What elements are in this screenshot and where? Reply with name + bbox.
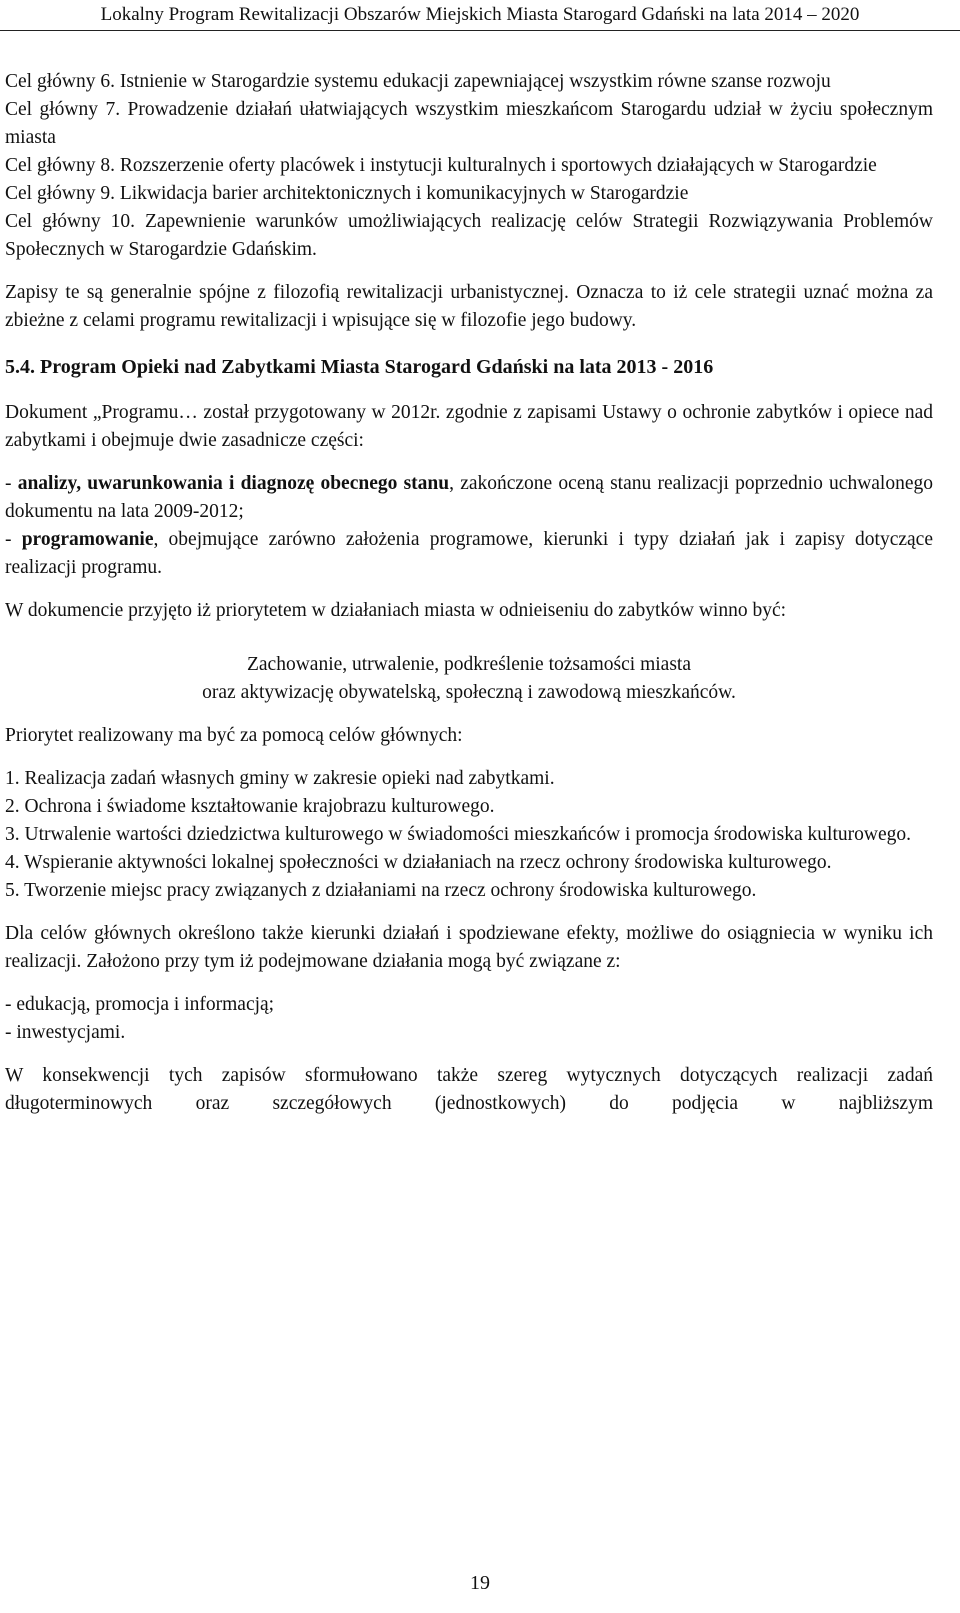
goal-item: Cel główny 8. Rozszerzenie oferty placówek i instytucji kulturalnych i sportowych działających w Starogardzie [5, 155, 877, 176]
part-prefix: - [5, 529, 22, 550]
page-number: 19 [470, 1572, 490, 1594]
part-programming-rest: , obejmujące zarówno założenia programowe, kierunki i typy działań jak i zapisy dotyczące realizacji programu. [5, 529, 933, 578]
part-programming [5, 526, 933, 582]
goal-item: Cel główny 6. Istnienie w Starogardzie systemu edukacji zapewniającej wszystkim równe szanse rozwoju [5, 71, 831, 92]
numbered-goals-list [5, 765, 933, 905]
quote-line: Zachowanie, utrwalenie, podkreślenie tożsamości miasta [246, 654, 691, 675]
numbered-goal-item: 5. Tworzenie miejsc pracy związanych z działaniami na rzecz ochrony środowiska kulturowego. [5, 880, 757, 901]
bullet-item: - edukacją, promocja i informacją; [5, 994, 275, 1015]
header-rule [0, 30, 960, 31]
numbered-goal-item: 1. Realizacja zadań własnych gminy w zakresie opieki nad zabytkami. [5, 768, 555, 789]
goal-item: Cel główny 7. Prowadzenie działań ułatwiających wszystkim mieszkańcom Starogardu udział w życiu społecznym miasta [5, 99, 933, 148]
running-header: Lokalny Program Rewitalizacji Obszarów Miejskich Miasta Starogard Gdański na lata 2014 – 2020 [100, 4, 860, 25]
goal-item: Cel główny 10. Zapewnienie warunków umożliwiających realizację celów Strategii Rozwiązywania Problemów Społecznych w Starogardzie Gdańskim. [5, 211, 933, 260]
part-analysis-bold: analizy, uwarunkowania i diagnozę obecnego stanu [17, 473, 450, 494]
quote-line: oraz aktywizację obywatelską, społeczną i zawodową mieszkańców. [202, 682, 736, 703]
part-prefix: - [5, 473, 18, 494]
numbered-goal-item: 4. Wspieranie aktywności lokalnej społeczności w działaniach na rzecz ochrony środowiska kulturowego. [5, 852, 832, 873]
part-analysis-rest: , zakończone oceną stanu realizacji poprzednio uchwalonego dokumentu na lata 2009-2012; [5, 473, 934, 522]
section-heading: 5.4. Program Opieki nad Zabytkami Miasta Starogard Gdański na lata 2013 - 2016 [5, 356, 714, 378]
paragraph-directions: Dla celów głównych określono także kierunki działań i spodziewane efekty, możliwe do osiągniecia w wyniku ich realizacji. Założono przy tym iż podejmowane działania mogą być związane z: [5, 923, 933, 972]
bullet-item: - inwestycjami. [5, 1022, 126, 1043]
paragraph-document: Dokument „Programu… został przygotowany w 2012r. zgodnie z zapisami Ustawy o ochronie zabytków i opiece nad zabytkami i obejmuje dwie zasadnicze części: [5, 402, 933, 451]
paragraph-realized: Priorytet realizowany ma być za pomocą celów głównych: [5, 725, 463, 746]
part-programming-bold: programowanie [21, 529, 154, 550]
goal-item: Cel główny 9. Likwidacja barier architektonicznych i komunikacyjnych w Starogardzie [5, 183, 689, 204]
paragraph-priority: W dokumencie przyjęto iż priorytetem w działaniach miasta w odnieiseniu do zabytków winno być: [5, 600, 787, 621]
paragraph-final: W konsekwencji tych zapisów sformułowano także szereg wytycznych dotyczących realizacji zadań długoterminowych oraz szczegółowych (jednostkowych) do podjęcia w najbliższym [5, 1065, 933, 1114]
page-content [5, 68, 933, 1118]
part-analysis [5, 470, 933, 526]
goals-list [5, 68, 933, 264]
numbered-goal-item: 3. Utrwalenie wartości dziedzictwa kulturowego w świadomości mieszkańców i promocja środowiska kulturowego. [5, 824, 911, 845]
numbered-goal-item: 2. Ochrona i świadome kształtowanie krajobrazu kulturowego. [5, 796, 495, 817]
paragraph-consistency: Zapisy te są generalnie spójne z filozofią rewitalizacji urbanistycznej. Oznacza to iż cele strategii uznać można za zbieżne z celami programu rewitalizacji i wpisujące się w filozofie jego budowy. [5, 282, 933, 331]
